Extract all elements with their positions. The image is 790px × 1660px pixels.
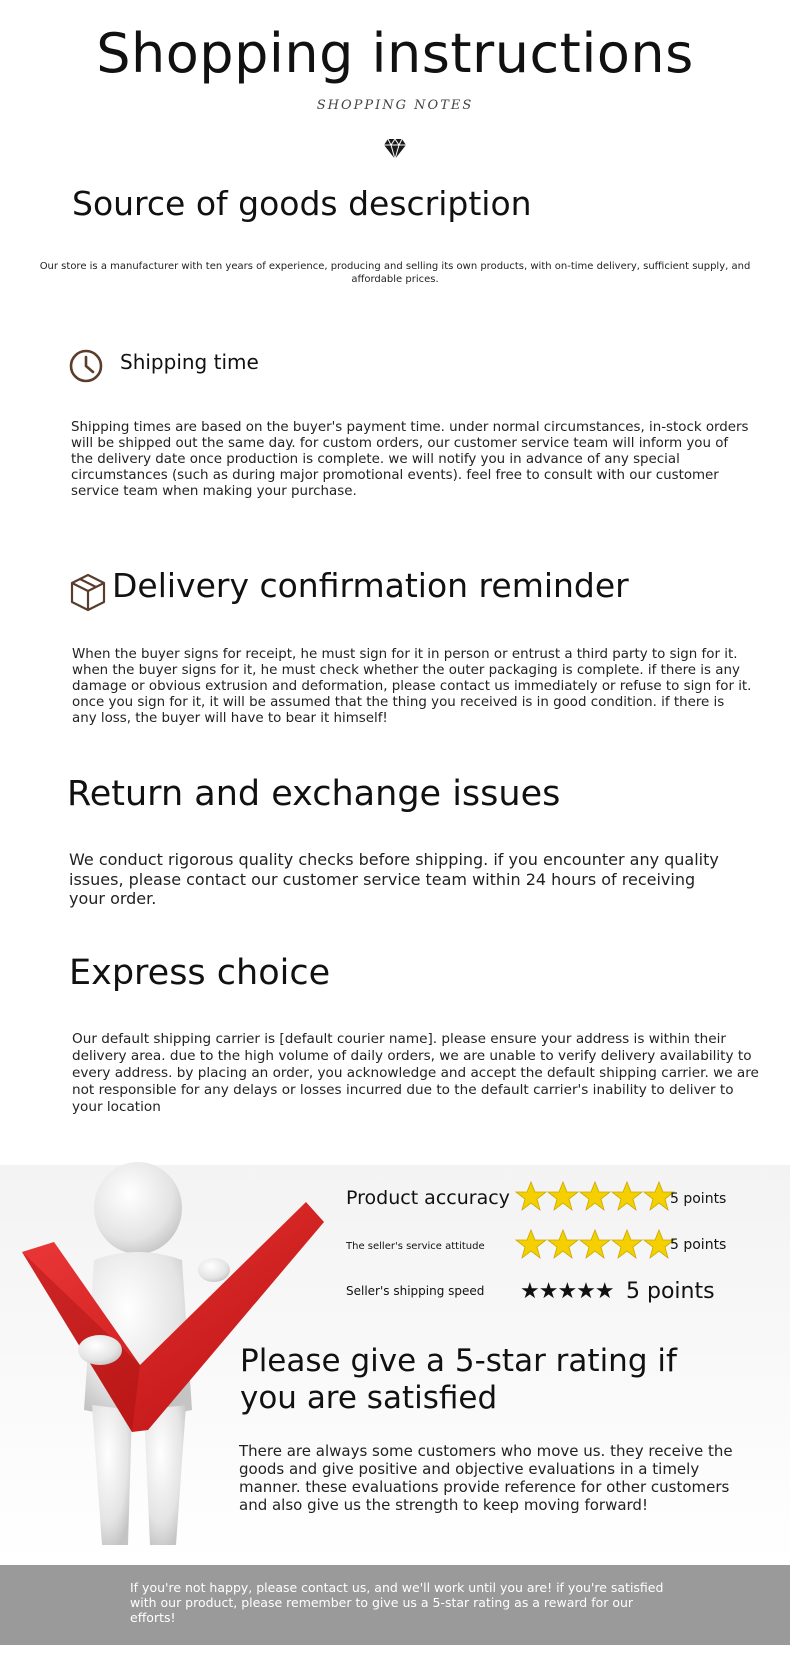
source-heading: Source of goods description <box>72 184 532 223</box>
rating-request-text: There are always some customers who move us. they receive the goods and give positive and objective evaluations in a timely manner. these evaluations provide reference for other customers and also give us the strength to keep moving forward! <box>239 1442 733 1514</box>
footer-text: If you're not happy, please contact us, and we'll work until you are! if you're satisfied with our product, please remember to give us a 5-star rating as a reward for our efforts! <box>130 1580 664 1625</box>
delivery-heading: Delivery confirmation reminder <box>112 566 629 605</box>
diamond-icon <box>383 138 407 160</box>
shipping-heading: Shipping time <box>120 350 259 374</box>
rating-label-shipping-speed: Seller's shipping speed <box>346 1284 485 1298</box>
returns-heading: Return and exchange issues <box>67 774 561 814</box>
source-text: Our store is a manufacturer with ten years of experience, producing and selling its own products, with on-time delivery, sufficient supply, and affordable prices. <box>39 261 751 285</box>
page-subtitle: SHOPPING NOTES <box>316 98 474 113</box>
stars-icon <box>515 1228 675 1260</box>
delivery-text: When the buyer signs for receipt, he must sign for it in person or entrust a third party to sign for it. when the buyer signs for it, he must check whether the outer packaging is complete. if there is any damage or obvious extrusion and deformation, please contact us immediately or refuse to sign for it. once you sign for it, it will be assumed that the thing you received is in good condition. if there is any loss, the buyer will have to bear it himself! <box>72 647 752 726</box>
rating-label-service-attitude: The seller's service attitude <box>346 1241 485 1252</box>
stars-icon <box>515 1180 675 1212</box>
express-text: Our default shipping carrier is [default courier name]. please ensure your address is within their delivery area. due to the high volume of daily orders, we are unable to verify delivery availability to every address. by placing an order, you acknowledge and accept the default shipping carrier. we are not responsible for any delays or losses incurred due to the default carrier's inability to deliver to your location <box>72 1031 759 1115</box>
rating-points-shipping-speed: 5 points <box>626 1279 715 1304</box>
rating-label-product-accuracy: Product accuracy <box>346 1187 510 1209</box>
box-icon <box>68 572 108 612</box>
star-rating-service-attitude <box>515 1228 675 1260</box>
star-rating-product-accuracy <box>515 1180 675 1212</box>
rating-request-heading: Please give a 5-star rating if you are satisfied <box>240 1343 677 1416</box>
returns-text: We conduct rigorous quality checks before shipping. if you encounter any quality issues, please contact our customer service team within 24 hours of receiving your order. <box>69 850 719 908</box>
star-rating-shipping-speed: ★★★★★ <box>520 1279 614 1304</box>
shipping-text: Shipping times are based on the buyer's payment time. under normal circumstances, in-stock orders will be shipped out the same day. for custom orders, our customer service team will inform you of the delivery date once production is complete. we will notify you in advance of any special circumstances (such as during major promotional events). feel free to consult with our customer service team when making your purchase. <box>71 420 749 499</box>
rating-points-product-accuracy: 5 points <box>670 1191 727 1207</box>
rating-points-service-attitude: 5 points <box>670 1237 727 1253</box>
page-title: Shopping instructions <box>96 22 694 85</box>
clock-icon <box>68 348 104 384</box>
express-heading: Express choice <box>69 953 331 993</box>
